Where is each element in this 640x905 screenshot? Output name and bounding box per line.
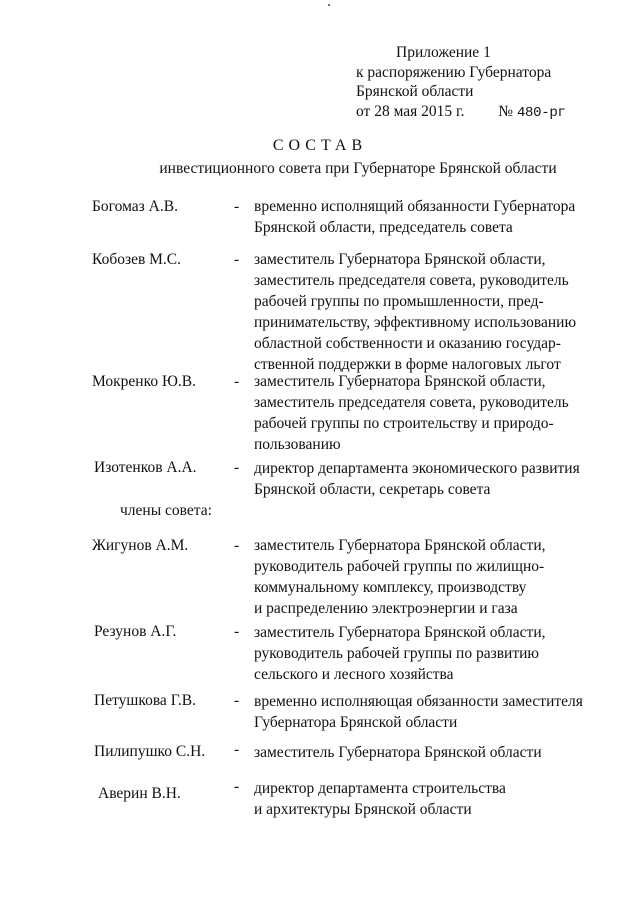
scan-speck [328,4,330,6]
appendix-line-2: к распоряжению Губернатора [356,63,552,81]
role-line: рабочей группы по промышленности, пред- [254,293,544,310]
member-name: Изотенков А.А. [94,459,197,476]
member-role [254,371,584,455]
role-line: временно исполняющая обязанности заместителя [254,693,583,710]
member-dash: - [234,251,240,268]
role-line: временно исполнящий обязанности Губернатора [254,198,576,215]
member-dash: - [234,623,240,640]
member-name: Аверин В.Н. [98,785,181,802]
member-name: Пилипушко С.Н. [94,743,206,760]
member-role [254,742,584,763]
role-line: рабочей группы по строительству и природо- [254,415,554,432]
document-subtitle: инвестиционного совета при Губернаторе Брянской области [159,160,557,177]
appendix-header [356,43,566,123]
member-dash: - [234,741,240,758]
role-line: ственной поддержки в форме налоговых льгот [254,356,561,373]
member-dash: - [234,459,240,476]
role-line: Брянской области, председатель совета [254,219,513,236]
role-line: заместитель Губернатора Брянской области, [254,251,546,268]
member-dash: - [234,373,240,390]
role-line: областной собственности и оказанию государ- [254,335,561,352]
members-section-label: члены совета: [120,502,212,519]
member-name: Резунов А.Г. [94,623,177,640]
role-line: заместитель Губернатора Брянской области [254,744,542,761]
member-role [254,778,584,820]
member-name: Петушкова Г.В. [94,692,196,709]
member-role [254,249,584,375]
member-role [254,196,584,238]
member-name: Кобозев М.С. [92,251,182,268]
member-dash: - [234,692,240,709]
member-role [254,622,584,685]
member-dash: - [234,537,240,554]
member-name: Мокренко Ю.В. [92,373,196,390]
role-line: пользованию [254,436,341,453]
role-line: заместитель Губернатора Брянской области, [254,373,546,390]
role-line: директор департамента экономического развития [254,460,580,477]
appendix-number-sign: № [498,102,514,120]
member-name: Богомаз А.В. [92,198,178,215]
appendix-date-line [356,102,566,124]
role-line: и распределению электроэнергии и газа [254,600,518,617]
role-line: заместитель председателя совета, руководитель [254,394,569,411]
role-line: руководитель рабочей группы по жилищно- [254,558,545,575]
role-line: Брянской области, секретарь совета [254,481,491,498]
appendix-date: от 28 мая 2015 г. [356,102,465,120]
member-dash: - [234,198,240,215]
appendix-line-3: Брянской области [356,83,474,100]
member-role [254,535,584,619]
role-line: заместитель Губернатора Брянской области, [254,624,546,641]
role-line: Губернатора Брянской области [254,714,458,731]
role-line: директор департамента строительства [254,780,506,797]
appendix-line-1: Приложение 1 [396,44,491,61]
role-line: заместитель председателя совета, руководитель [254,272,569,289]
member-dash: - [234,778,240,795]
member-role [254,691,584,733]
role-line: заместитель Губернатора Брянской области, [254,537,546,554]
document-title: СОСТАВ [272,137,368,154]
role-line: принимательству, эффективному использованию [254,314,577,331]
role-line: коммунальному комплексу, производству [254,579,527,596]
role-line: и архитектуры Брянской области [254,801,472,818]
role-line: сельского и лесного хозяйства [254,666,454,683]
member-role [254,458,584,500]
role-line: руководитель рабочей группы по развитию [254,645,539,662]
member-name: Жигунов А.М. [92,537,189,554]
appendix-number: 480-рг [516,104,566,121]
